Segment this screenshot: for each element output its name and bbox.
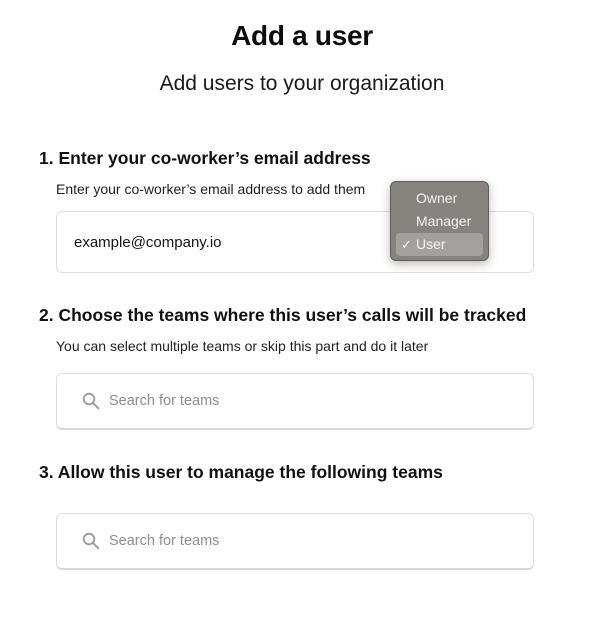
manage-teams-search-input[interactable] bbox=[109, 514, 509, 568]
team-search-field[interactable] bbox=[56, 373, 534, 430]
role-option-owner[interactable] bbox=[396, 187, 483, 210]
step2-heading: 2. Choose the teams where this user’s calls will be tracked bbox=[39, 305, 527, 325]
page-title: Add a user bbox=[231, 20, 373, 51]
search-icon bbox=[82, 532, 100, 550]
step3-heading: 3. Allow this user to manage the following teams bbox=[39, 462, 443, 482]
page-subtitle: Add users to your organization bbox=[159, 72, 445, 95]
checkmark-icon: ✓ bbox=[401, 237, 412, 252]
search-icon bbox=[82, 392, 100, 410]
role-option-label: Manager bbox=[416, 213, 472, 229]
role-option-label: Owner bbox=[416, 190, 458, 206]
step1-helper-text: Enter your co-worker’s email address to add them bbox=[56, 181, 366, 197]
team-search-input[interactable] bbox=[109, 374, 509, 428]
role-option-label: User bbox=[416, 236, 446, 252]
step2-helper-text: You can select multiple teams or skip this part and do it later bbox=[56, 338, 429, 354]
email-input[interactable] bbox=[74, 212, 394, 272]
role-option-manager[interactable] bbox=[396, 210, 483, 233]
step1-heading: 1. Enter your co-worker’s email address bbox=[39, 148, 371, 168]
role-option-user[interactable] bbox=[396, 233, 483, 256]
role-dropdown-menu[interactable] bbox=[390, 181, 489, 261]
manage-teams-search-field[interactable] bbox=[56, 513, 534, 570]
